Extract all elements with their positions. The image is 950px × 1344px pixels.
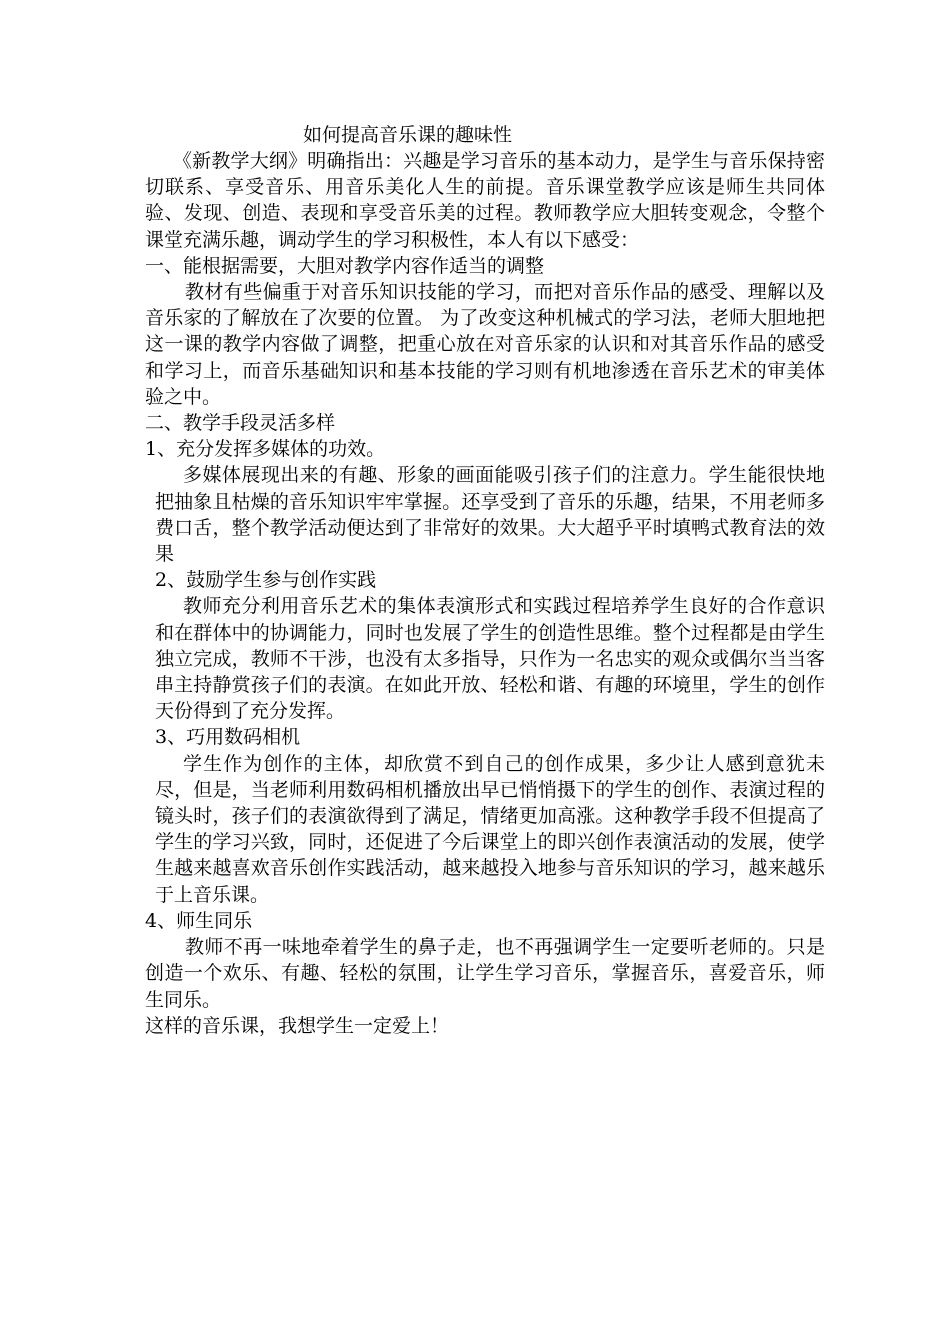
item-1-heading: 1、充分发挥多媒体的功效。 [145,438,386,461]
document-page [145,122,825,1039]
section-1-body: 教材有些偏重于对音乐知识技能的学习，而把对音乐作品的感受、理解以及音乐家的了解放在了次要的位置。 为了改变这种机械式的学习法，老师大胆地把这一课的教学内容做了调整，把重心放在对音乐家的认识和对其音乐作品的感受和学习上，而音乐基础知识和基本技能的学习则有机地渗透在音乐艺术的审美体验之中。 [145,281,825,408]
section-2-heading: 二、教学手段灵活多样 [145,412,336,435]
closing-line: 这样的音乐课，我想学生一定爱上！ [145,1014,450,1037]
section-1-heading: 一、能根据需要，大胆对教学内容作适当的调整 [145,254,545,277]
item-2-heading: 2、鼓励学生参与创作实践 [155,569,377,592]
item-3-body: 学生作为创作的主体，却欣赏不到自己的创作成果，多少让人感到意犹未尽，但是，当老师利用数码相机播放出早已悄悄摄下的学生的创作、表演过程的镜头时，孩子们的表演欲得到了满足，情绪更加高涨。这种教学手段不但提高了学生的学习兴致，同时，还促进了今后课堂上的即兴创作表演活动的发展，使学生越来越喜欢音乐创作实践活动，越来越投入地参与音乐知识的学习，越来越乐于上音乐课。 [155,752,825,906]
item-1-body: 多媒体展现出来的有趣、形象的画面能吸引孩子们的注意力。学生能很快地把抽象且枯燥的音乐知识牢牢掌握。还享受到了音乐的乐趣，结果，不用老师多费口舌，整个教学活动便达到了非常好的效果。大大超乎平时填鸭式教育法的效果 [155,464,825,566]
item-4-heading: 4、师生同乐 [145,909,253,932]
document-title: 如何提高音乐课的趣味性 [303,124,513,146]
item-3-heading: 3、巧用数码相机 [155,726,301,749]
item-2-body: 教师充分利用音乐艺术的集体表演形式和实践过程培养学生良好的合作意识和在群体中的协调能力，同时也发展了学生的创造性思维。整个过程都是由学生独立完成，教师不干涉，也没有太多指导，只作为一名忠实的观众或偶尔当当客串主持静赏孩子们的表演。在如此开放、轻松和谐、有趣的环境里，学生的创作天份得到了充分发挥。 [155,595,825,723]
item-4-body: 教师不再一味地牵着学生的鼻子走，也不再强调学生一定要听老师的。只是创造一个欢乐、有趣、轻松的氛围，让学生学习音乐，掌握音乐，喜爱音乐，师生同乐。 [145,936,825,1011]
intro-paragraph: 《新教学大纲》明确指出：兴趣是学习音乐的基本动力，是学生与音乐保持密切联系、享受音乐、用音乐美化人生的前提。音乐课堂教学应该是师生共同体验、发现、创造、表现和享受音乐美的过程。教师教学应大胆转变观念，令整个课堂充满乐趣，调动学生的学习积极性，本人有以下感受： [145,150,825,251]
